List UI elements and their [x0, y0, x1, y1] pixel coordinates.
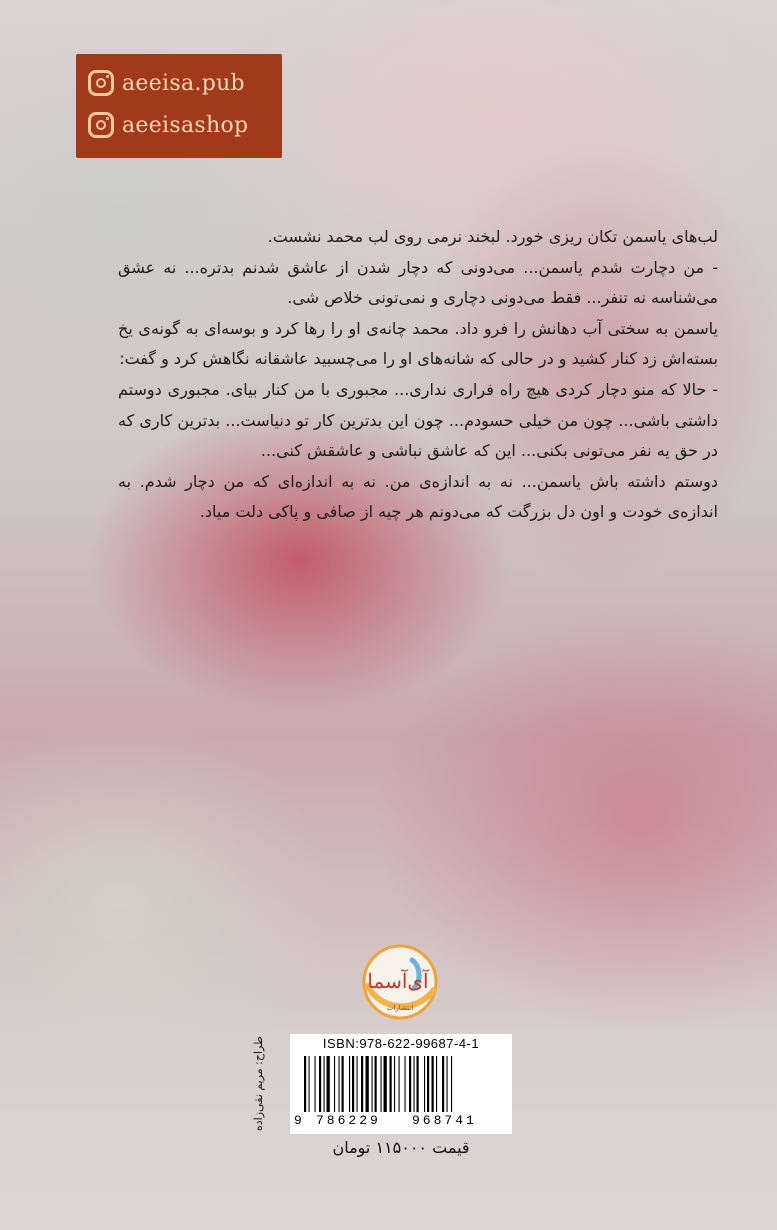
barcode-bar — [424, 1056, 425, 1112]
blurb-paragraph: یاسمن به سختی آب دهانش را فرو داد. محمد چانه‌ی او را رها کرد و بوسه‌ای به گونه‌ی یخ بسته‌اش زد کنار کشید و در حالی که شانه‌های او را می‌چسبید عاشقانه نگاهش کرد و گفت: — [118, 318, 718, 369]
barcode-bar — [372, 1056, 373, 1112]
logo-subtitle: انتشارات — [386, 1004, 414, 1012]
social-media-box — [76, 54, 282, 158]
barcode-bar — [309, 1056, 310, 1112]
back-cover-blurb — [118, 222, 718, 528]
barcode-bar — [390, 1056, 392, 1112]
logo-wordmark: آی‌آسما — [367, 969, 429, 993]
instagram-icon — [88, 112, 114, 138]
barcode-bar — [405, 1056, 406, 1112]
barcode-bar — [352, 1056, 354, 1112]
barcode-bar — [394, 1056, 395, 1112]
barcode-bar — [339, 1056, 340, 1112]
barcode-bar — [409, 1056, 411, 1112]
barcode-left-digits: 786229 — [316, 1113, 381, 1128]
barcode-bar — [375, 1056, 377, 1112]
barcode-bar — [361, 1056, 363, 1112]
barcode-bar — [436, 1056, 437, 1112]
barcode-bar — [399, 1056, 400, 1112]
barcode-bar — [442, 1056, 444, 1112]
barcode-bar — [451, 1056, 452, 1112]
barcode-right-digits: 968741 — [412, 1113, 477, 1128]
social-handle-row[interactable] — [88, 68, 245, 98]
blurb-paragraph: - من دچارت شدم یاسمن... می‌دونی که دچار شدن از عاشق شدنم بدتره... نه عشق می‌شناسه نه تنفر... فقط می‌دونی دچاری و نمی‌تونی خلاص شی. — [118, 257, 718, 308]
barcode-bar — [334, 1056, 335, 1112]
blurb-paragraph: - حالا که منو دچار کردی هیچ راه فراری نداری... مجبوری با من کنار بیای. مجبوری دوستم داشتی باشی... چون من خیلی حسودم... چون این بدترین کار تو دنیاست... بدترین کاری که در حق یه نفر می‌تونی بکنی... این که عاشق نباشی و عاشقش کنی... — [118, 379, 718, 461]
cover-designer-credit: طراح: مریم نقی‌زاده — [252, 1036, 265, 1132]
barcode-box — [290, 1034, 512, 1134]
barcode-bar — [447, 1056, 448, 1112]
barcode-bars — [304, 1056, 498, 1112]
barcode-bar — [342, 1056, 344, 1112]
aseman-publisher-logo-icon — [354, 936, 446, 1028]
barcode-bar — [324, 1056, 325, 1112]
price-label: قیمت ۱۱۵۰۰۰ تومان — [332, 1138, 470, 1157]
barcode-bar — [381, 1056, 382, 1112]
barcode-bar — [327, 1056, 330, 1112]
barcode-lead-digit: 9 — [294, 1113, 302, 1128]
barcode-bar — [366, 1056, 369, 1112]
blurb-paragraph: دوستم داشته باش یاسمن... نه به اندازه‌ی من. نه به اندازه‌ای که من دچار شدم. به اندازه‌ی خودت و اون دل بزرگت که می‌دونم هر چیه از صافی و پاکی دلت میاد. — [118, 471, 718, 522]
barcode-bar — [384, 1056, 387, 1112]
isbn-text: ISBN:978-622-99687-4-1 — [322, 1036, 480, 1051]
blurb-paragraph: لب‌های یاسمن تکان ریزی خورد. لبخند نرمی روی لب محمد نشست. — [267, 227, 718, 246]
instagram-icon — [88, 70, 114, 96]
barcode-bar — [315, 1056, 316, 1112]
barcode-bar — [319, 1056, 321, 1112]
instagram-handle: aeeisashop — [122, 112, 249, 138]
barcode-bar — [304, 1056, 306, 1112]
barcode-bar — [427, 1056, 429, 1112]
barcode-bar — [349, 1056, 350, 1112]
barcode-bar — [432, 1056, 434, 1112]
instagram-handle: aeeisa.pub — [122, 70, 245, 96]
social-handle-row[interactable] — [88, 110, 248, 140]
barcode-digits — [290, 1113, 512, 1131]
barcode-bar — [414, 1056, 415, 1112]
barcode-bar — [357, 1056, 358, 1112]
barcode-bar — [417, 1056, 419, 1112]
